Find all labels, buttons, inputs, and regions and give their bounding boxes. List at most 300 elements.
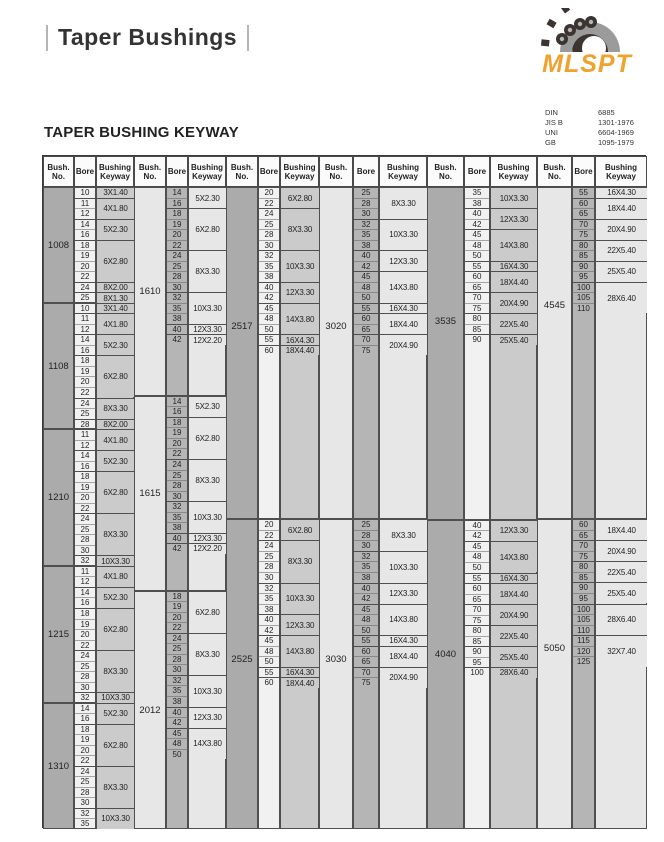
table-row-group bbox=[166, 334, 226, 345]
bore-value: 20 bbox=[258, 188, 280, 199]
bore-value: 25 bbox=[166, 262, 188, 273]
bore-value: 22 bbox=[80, 387, 90, 397]
table-row-group bbox=[464, 187, 537, 208]
bush-no-cell bbox=[427, 520, 464, 829]
bore-value: 100 bbox=[572, 283, 595, 294]
table-row-group bbox=[166, 459, 226, 501]
table-row-group bbox=[74, 471, 134, 513]
keyway-value: 6X2.80 bbox=[96, 356, 134, 397]
bore-value: 105 bbox=[572, 293, 595, 304]
bore-value: 22 bbox=[80, 272, 90, 282]
bore-cells bbox=[572, 220, 595, 240]
table-row-group bbox=[74, 419, 134, 430]
bore-value: 18 bbox=[166, 209, 188, 220]
bush-no-cell bbox=[427, 187, 464, 520]
bore-value: 24 bbox=[166, 251, 188, 262]
bore-value: 42 bbox=[472, 219, 482, 229]
table-row-group bbox=[258, 345, 319, 356]
table-row-group bbox=[166, 543, 226, 554]
bore-cells bbox=[74, 609, 96, 650]
bore-cells bbox=[572, 199, 595, 219]
bore-value: 55 bbox=[472, 573, 482, 583]
bore-value: 12 bbox=[80, 209, 90, 219]
bore-value: 12 bbox=[80, 324, 90, 334]
keyway-value: 18X4.40 bbox=[595, 520, 647, 540]
bore-cells bbox=[74, 567, 96, 587]
bore-value: 48 bbox=[353, 283, 379, 294]
bore-value: 30 bbox=[172, 665, 182, 675]
bore-cells bbox=[572, 562, 595, 582]
keyway-value: 14X3.80 bbox=[280, 636, 319, 667]
bore-value: 28 bbox=[166, 272, 188, 283]
bore-value: 48 bbox=[353, 615, 379, 626]
bush-no-cell bbox=[43, 303, 74, 429]
keyway-value: 6X2.80 bbox=[280, 188, 319, 208]
bush-no-label: 1615 bbox=[139, 488, 161, 500]
bore-cells bbox=[464, 335, 490, 345]
table-row-group bbox=[258, 635, 319, 667]
table-row-group bbox=[572, 582, 647, 603]
table-row-group bbox=[353, 604, 427, 636]
bore-value: 45 bbox=[166, 729, 188, 740]
bore-cells bbox=[74, 304, 96, 314]
bore-value: 55 bbox=[579, 188, 588, 197]
bore-value: 38 bbox=[361, 573, 371, 582]
bore-value: 14 bbox=[74, 220, 96, 231]
bush-no-label: 5050 bbox=[543, 642, 566, 654]
bore-cells bbox=[258, 251, 280, 282]
bore-cells bbox=[166, 544, 188, 554]
bore-value: 35 bbox=[353, 230, 379, 241]
bore-value: 125 bbox=[576, 657, 591, 667]
table-row-group bbox=[74, 513, 134, 555]
table-row-group bbox=[258, 334, 319, 345]
table-row-group bbox=[464, 261, 537, 272]
table-row-group bbox=[166, 728, 226, 760]
keyway-value: 25X5.40 bbox=[595, 583, 647, 603]
bore-value: 14 bbox=[74, 451, 96, 462]
bore-value: 75 bbox=[472, 615, 482, 625]
bush-no-label: 1108 bbox=[48, 360, 69, 372]
table-row-group bbox=[464, 583, 537, 604]
bush-no-label: 1008 bbox=[47, 239, 70, 251]
bore-value: 18 bbox=[74, 609, 96, 620]
bore-value: 48 bbox=[464, 241, 490, 252]
table-row-group bbox=[258, 583, 319, 615]
bore-value: 55 bbox=[472, 261, 482, 271]
bore-value: 100 bbox=[572, 605, 595, 616]
table-row-group bbox=[166, 208, 226, 250]
bore-value: 40 bbox=[172, 533, 182, 543]
keyway-value: 16X4.30 bbox=[280, 335, 319, 345]
bore-value: 16 bbox=[80, 461, 90, 471]
bore-value: 45 bbox=[464, 230, 490, 241]
bore-cells bbox=[572, 262, 595, 282]
keyway-value: 6X2.80 bbox=[188, 209, 226, 250]
bore-cells bbox=[166, 251, 188, 292]
bore-value: 19 bbox=[74, 620, 96, 631]
keyway-value: 8X3.30 bbox=[96, 767, 134, 808]
bore-cells bbox=[74, 188, 96, 198]
bore-value: 50 bbox=[472, 562, 482, 572]
bush-no-cell bbox=[134, 187, 166, 396]
keyway-value: 5X2.30 bbox=[96, 704, 134, 724]
bore-value: 60 bbox=[353, 314, 379, 325]
keyway-value: 6X2.80 bbox=[96, 609, 134, 650]
bore-value: 14 bbox=[74, 588, 96, 599]
bore-cells bbox=[166, 418, 188, 459]
bore-cells bbox=[74, 514, 96, 555]
keyway-value: 8X3.30 bbox=[96, 514, 134, 555]
keyway-value: 3X1.40 bbox=[96, 188, 134, 198]
keyway-value: 20X4.90 bbox=[490, 605, 537, 625]
bore-cells bbox=[166, 708, 188, 728]
bore-value: 45 bbox=[353, 605, 379, 616]
bore-value: 55 bbox=[264, 335, 274, 345]
bore-value: 30 bbox=[80, 545, 90, 555]
keyway-value: 28X6.40 bbox=[595, 605, 647, 636]
bore-value: 12 bbox=[80, 577, 90, 587]
bore-cells bbox=[353, 251, 379, 271]
bore-value: 20 bbox=[166, 613, 188, 624]
table-row-group bbox=[464, 271, 537, 292]
bore-cells bbox=[74, 241, 96, 282]
keyway-value: 4X1.80 bbox=[96, 199, 134, 219]
bore-value: 50 bbox=[264, 324, 274, 334]
keyway-value: 12X3.30 bbox=[280, 283, 319, 303]
bore-value: 35 bbox=[258, 594, 280, 605]
table-row-group bbox=[258, 187, 319, 208]
bore-value: 35 bbox=[166, 304, 188, 315]
bore-value: 18 bbox=[74, 241, 96, 252]
keyway-value: 8X2.00 bbox=[96, 283, 134, 293]
bore-value: 28 bbox=[74, 672, 96, 683]
bore-value: 20 bbox=[166, 439, 188, 450]
bore-cells bbox=[74, 430, 96, 450]
table-row-group bbox=[258, 282, 319, 303]
keyway-value: 8X1.30 bbox=[96, 293, 134, 303]
bush-no-label: 4040 bbox=[434, 648, 457, 660]
keyway-value: 14X3.80 bbox=[490, 542, 537, 573]
bore-value: 55 bbox=[361, 303, 371, 313]
table-row-group bbox=[464, 229, 537, 261]
bore-value: 70 bbox=[572, 220, 595, 231]
bore-value: 70 bbox=[572, 541, 595, 552]
bore-value: 24 bbox=[74, 399, 96, 410]
bore-cells bbox=[258, 678, 280, 688]
keyway-value: 14X3.80 bbox=[280, 304, 319, 335]
bore-value: 11 bbox=[74, 430, 96, 441]
bore-cells bbox=[464, 209, 490, 229]
bore-value: 24 bbox=[74, 651, 96, 662]
bore-value: 70 bbox=[353, 668, 379, 679]
column-header-bore: Bore bbox=[258, 156, 280, 187]
bore-value: 14 bbox=[166, 188, 188, 199]
bore-value: 42 bbox=[172, 544, 182, 554]
bore-cells bbox=[258, 520, 280, 540]
standard-value: 1301-1976 bbox=[598, 118, 634, 127]
bore-value: 22 bbox=[264, 198, 274, 208]
table-row-group bbox=[166, 187, 226, 208]
keyway-value: 3X1.40 bbox=[96, 304, 134, 314]
bush-no-cell bbox=[134, 396, 166, 591]
bore-value: 32 bbox=[80, 556, 90, 566]
bore-value: 19 bbox=[74, 483, 96, 494]
bore-value: 28 bbox=[258, 230, 280, 241]
bore-cells bbox=[74, 704, 96, 724]
bore-value: 42 bbox=[264, 625, 274, 635]
bore-cells bbox=[258, 636, 280, 667]
keyway-value: 8X3.30 bbox=[96, 399, 134, 419]
bore-value: 20 bbox=[74, 493, 96, 504]
keyway-value: 18X4.40 bbox=[379, 647, 427, 667]
keyway-value: 10X3.30 bbox=[188, 502, 226, 533]
bore-cells bbox=[258, 209, 280, 250]
bore-value: 32 bbox=[258, 584, 280, 595]
bore-value: 65 bbox=[472, 282, 482, 292]
bore-value: 50 bbox=[472, 251, 482, 261]
bore-cells bbox=[258, 283, 280, 303]
keyway-value: 12X3.30 bbox=[280, 615, 319, 635]
bore-value: 55 bbox=[361, 636, 371, 646]
keyway-value: 16X4.30 bbox=[595, 188, 647, 198]
bore-value: 30 bbox=[264, 572, 274, 582]
table-row-group bbox=[464, 313, 537, 334]
bore-cells bbox=[74, 335, 96, 355]
title-rule-right bbox=[247, 25, 249, 51]
brand-logo bbox=[522, 8, 648, 80]
bore-value: 30 bbox=[80, 798, 90, 808]
bore-cells bbox=[353, 220, 379, 251]
bore-value: 20 bbox=[74, 377, 96, 388]
table-row-group bbox=[258, 614, 319, 635]
bore-value: 11 bbox=[74, 567, 96, 578]
keyway-value: 12X3.30 bbox=[188, 325, 226, 335]
table-row-group bbox=[258, 519, 319, 540]
bore-value: 20 bbox=[166, 230, 188, 241]
bore-value: 45 bbox=[258, 636, 280, 647]
standard-value: 6604-1969 bbox=[598, 128, 634, 137]
bore-value: 35 bbox=[258, 262, 280, 273]
bore-value: 95 bbox=[579, 272, 588, 282]
keyway-value: 22X5.40 bbox=[490, 626, 537, 646]
keyway-value: 20X4.90 bbox=[490, 293, 537, 313]
keyway-value: 6X2.80 bbox=[188, 592, 226, 633]
bush-no-label: 4545 bbox=[543, 300, 566, 312]
table-row-group bbox=[572, 282, 647, 314]
keyway-value: 10X3.30 bbox=[379, 220, 427, 251]
standard-label: JIS B bbox=[545, 118, 563, 127]
keyway-value: 8X3.30 bbox=[96, 651, 134, 692]
bore-value: 22 bbox=[80, 640, 90, 650]
bore-value: 38 bbox=[172, 523, 182, 533]
keyway-value: 14X3.80 bbox=[188, 729, 226, 760]
keyway-value: 8X2.00 bbox=[96, 420, 134, 430]
bore-value: 42 bbox=[172, 718, 182, 728]
bush-no-cell bbox=[43, 187, 74, 303]
keyway-value: 22X5.40 bbox=[595, 241, 647, 261]
table-row-group bbox=[353, 250, 427, 271]
bore-value: 24 bbox=[80, 282, 90, 292]
bore-cells bbox=[258, 188, 280, 208]
bore-cells bbox=[74, 651, 96, 692]
bore-value: 22 bbox=[80, 756, 90, 766]
bore-value: 18 bbox=[74, 472, 96, 483]
bore-value: 30 bbox=[80, 682, 90, 692]
table-row-group bbox=[74, 555, 134, 566]
keyway-value: 20X4.90 bbox=[379, 335, 427, 355]
bore-value: 38 bbox=[172, 696, 182, 706]
bore-cells bbox=[572, 283, 595, 314]
keyway-value: 10X3.30 bbox=[96, 809, 134, 829]
bore-cells bbox=[166, 534, 188, 544]
keyway-value: 5X2.30 bbox=[96, 335, 134, 355]
bore-value: 19 bbox=[166, 220, 188, 231]
bush-no-label: 3030 bbox=[325, 653, 347, 665]
bore-value: 32 bbox=[353, 552, 379, 563]
bore-value: 22 bbox=[264, 530, 274, 540]
bore-cells bbox=[572, 636, 595, 667]
bore-value: 16 bbox=[80, 598, 90, 608]
bore-cells bbox=[166, 188, 188, 208]
table-row-group bbox=[166, 250, 226, 292]
standard-row bbox=[545, 128, 648, 138]
bore-cells bbox=[74, 767, 96, 808]
bore-value: 70 bbox=[464, 605, 490, 616]
bore-value: 25 bbox=[80, 409, 90, 419]
column-header-bush-no: Bush. No. bbox=[43, 156, 74, 187]
keyway-value: 5X2.30 bbox=[188, 188, 226, 208]
bush-no-cell bbox=[226, 519, 258, 829]
keyway-value: 12X3.30 bbox=[379, 584, 427, 604]
table-row-group bbox=[258, 667, 319, 678]
table-row-group bbox=[74, 303, 134, 314]
bore-value: 28 bbox=[353, 199, 379, 210]
bore-value: 20 bbox=[74, 630, 96, 641]
bore-cells bbox=[74, 451, 96, 471]
table-row-group bbox=[572, 540, 647, 561]
table-row-group bbox=[166, 707, 226, 728]
bore-cells bbox=[353, 188, 379, 219]
keyway-value: 16X4.30 bbox=[490, 262, 537, 272]
bore-value: 60 bbox=[464, 584, 490, 595]
bore-value: 110 bbox=[577, 303, 590, 313]
standard-value: 6885 bbox=[598, 108, 615, 117]
table-row-group bbox=[464, 292, 537, 313]
bore-value: 60 bbox=[572, 199, 595, 210]
table-row-group bbox=[166, 417, 226, 459]
table-row-group bbox=[74, 334, 134, 355]
bore-cells bbox=[74, 809, 96, 829]
table-row-group bbox=[166, 591, 226, 633]
keyway-value: 10X3.30 bbox=[96, 556, 134, 566]
bore-cells bbox=[258, 304, 280, 335]
keyway-value: 25X5.40 bbox=[490, 335, 537, 345]
bore-value: 30 bbox=[361, 541, 371, 551]
table-row-group bbox=[74, 808, 134, 829]
keyway-value: 10X3.30 bbox=[280, 584, 319, 615]
keyway-value: 4X1.80 bbox=[96, 314, 134, 334]
keyway-value: 14X3.80 bbox=[379, 605, 427, 636]
bore-value: 75 bbox=[472, 303, 482, 313]
bush-no-cell bbox=[537, 519, 572, 829]
brand-name: MLSPT bbox=[542, 50, 632, 78]
bore-value: 10 bbox=[80, 188, 90, 197]
keyway-value: 10X3.30 bbox=[280, 251, 319, 282]
keyway-value: 20X4.90 bbox=[595, 220, 647, 240]
bore-value: 60 bbox=[464, 272, 490, 283]
keyway-value: 22X5.40 bbox=[595, 562, 647, 582]
bore-cells bbox=[166, 729, 188, 760]
bush-no-cell bbox=[319, 519, 353, 829]
bore-value: 22 bbox=[172, 449, 182, 459]
table-row-group bbox=[74, 587, 134, 608]
standard-value: 1095-1979 bbox=[598, 138, 634, 147]
bore-value: 20 bbox=[74, 262, 96, 273]
bore-cells bbox=[74, 725, 96, 766]
bore-cells bbox=[74, 472, 96, 513]
table-row-group bbox=[74, 292, 134, 303]
keyway-value: 5X2.30 bbox=[96, 220, 134, 240]
bore-value: 32 bbox=[80, 693, 90, 703]
table-row-group bbox=[464, 667, 537, 678]
section-title: TAPER BUSHING KEYWAY bbox=[44, 124, 239, 141]
table-row-group bbox=[353, 271, 427, 303]
bore-cells bbox=[166, 502, 188, 533]
table-row-group bbox=[166, 675, 226, 707]
keyway-value: 12X3.30 bbox=[490, 209, 537, 229]
bore-value: 19 bbox=[74, 251, 96, 262]
table-row-group bbox=[353, 303, 427, 314]
keyway-value: 22X5.40 bbox=[490, 314, 537, 334]
bore-value: 40 bbox=[166, 708, 188, 719]
bore-value: 28 bbox=[74, 788, 96, 799]
keyway-value: 18X4.40 bbox=[280, 678, 319, 688]
bore-value: 25 bbox=[74, 777, 96, 788]
bore-value: 25 bbox=[353, 520, 379, 531]
keyway-value: 12X2.20 bbox=[188, 335, 226, 345]
table-row-group bbox=[572, 604, 647, 636]
bush-no-label: 2525 bbox=[231, 653, 253, 665]
bore-cells bbox=[258, 615, 280, 635]
bore-cells bbox=[258, 346, 280, 356]
bore-value: 80 bbox=[464, 626, 490, 637]
table-row-group bbox=[74, 724, 134, 766]
bore-cells bbox=[166, 592, 188, 633]
bore-cells bbox=[166, 676, 188, 707]
bore-cells bbox=[353, 647, 379, 667]
bore-cells bbox=[464, 272, 490, 292]
keyway-value: 18X4.40 bbox=[490, 272, 537, 292]
table-row-group bbox=[74, 766, 134, 808]
bore-value: 115 bbox=[572, 636, 595, 647]
bore-value: 35 bbox=[166, 686, 188, 697]
column-header-bore: Bore bbox=[464, 156, 490, 187]
keyway-value: 8X3.30 bbox=[280, 541, 319, 582]
bush-no-label: 1610 bbox=[139, 286, 161, 298]
table-row-group bbox=[74, 650, 134, 692]
bore-value: 38 bbox=[172, 314, 182, 324]
column-header-bushing-keyway: Bushing Keyway bbox=[379, 156, 427, 187]
bore-value: 65 bbox=[579, 530, 588, 540]
bore-value: 75 bbox=[361, 345, 371, 355]
bore-value: 50 bbox=[361, 625, 371, 635]
table-row-group bbox=[572, 519, 647, 540]
keyway-value: 14X3.80 bbox=[379, 272, 427, 303]
bore-cells bbox=[464, 542, 490, 573]
bore-value: 80 bbox=[572, 562, 595, 573]
bore-value: 50 bbox=[172, 749, 182, 759]
